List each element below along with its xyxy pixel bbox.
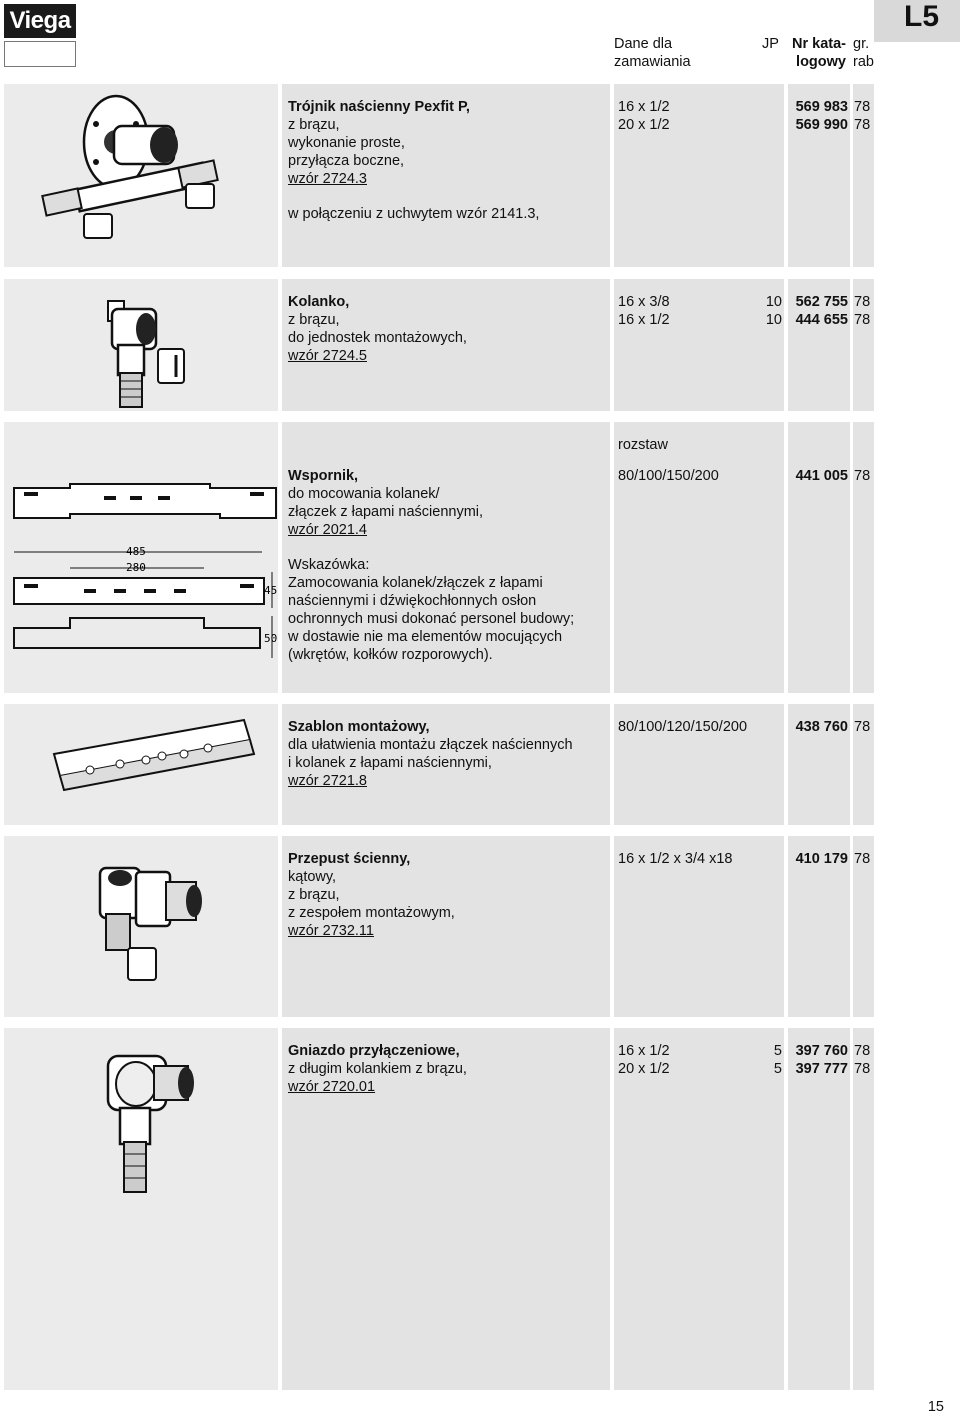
variant-group: 78 [854,468,871,484]
product-title: Wspornik, [288,468,359,484]
variant-jp: 5 [773,1061,782,1077]
product-line: do mocowania kolanek/ [288,486,440,502]
note-line: Zamocowania kolanek/złączek z łapami [288,575,543,591]
group-cell [853,422,874,693]
variant-group: 78 [854,1043,871,1059]
template-drawing [4,704,278,825]
catalog-cell [788,1028,850,1390]
product-model-link[interactable]: wzór 2720.01 [288,1079,376,1095]
product-image-cell [4,704,278,825]
variant-group: 78 [854,117,871,133]
variant-dim: 16 x 3/8 [618,294,670,310]
product-title: Przepust ścienny, [288,851,411,867]
page-number: 15 [927,1399,944,1415]
catalog-cell [788,836,850,1017]
variant-jp: 5 [773,1043,782,1059]
product-image-cell [4,422,278,693]
note-line: Wskazówka: [288,557,370,573]
section-tab [874,0,960,42]
elbow-fitting-drawing [4,279,278,411]
product-line: przyłącza boczne, [288,153,405,169]
product-description-cell [282,836,610,1017]
variant-group: 78 [854,294,871,310]
product-model-link[interactable]: wzór 2021.4 [288,522,367,538]
group-cell [853,279,874,411]
header-group [853,35,874,71]
product-line: do jednostek montażowych, [288,330,467,346]
header-order-dim-line2: zamawiania [614,54,691,70]
variant-dim: 80/100/150/200 [618,468,719,484]
product-row-gniazdo [4,1028,874,1390]
product-line: złączek z łapami naściennymi, [288,504,484,520]
dim-45: 45 [264,584,278,597]
variant-catalog: 441 005 [795,468,848,484]
variant-catalog: 397 777 [795,1061,848,1077]
variant-dim: 20 x 1/2 [618,117,670,133]
variant-catalog: 410 179 [795,851,848,867]
header-group-line2: rab [853,54,874,70]
product-row-trojnik [4,84,874,267]
variant-catalog: 569 990 [795,117,848,133]
product-extra-note: w połączeniu z uchwytem wzór 2141.3, [288,206,540,222]
product-description-cell [282,422,610,693]
variant-group: 78 [854,851,871,867]
viega-logo: Viega [4,4,76,38]
header-catalog-line2: logowy [796,54,846,70]
connection-socket-drawing [4,1028,278,1390]
header-order-dim-line1: Dane dla [614,36,673,52]
product-line: z brązu, [288,312,340,328]
variant-group: 78 [854,99,871,115]
variant-catalog: 569 983 [795,99,848,115]
product-title: Gniazdo przyłączeniowe, [288,1043,460,1059]
variant-dim: 16 x 1/2 [618,1043,670,1059]
product-title: Szablon montażowy, [288,719,430,735]
catalog-cell [788,422,850,693]
catalog-cell [788,704,850,825]
group-cell [853,704,874,825]
group-cell [853,84,874,267]
variant-group: 78 [854,312,871,328]
product-line: z długim kolankiem z brązu, [288,1061,467,1077]
product-title: Kolanko, [288,294,350,310]
variant-catalog: 444 655 [795,312,848,328]
tee-fitting-drawing [4,84,278,267]
wall-passthrough-drawing [4,836,278,1017]
product-title: Trójnik naścienny Pexfit P, [288,99,470,115]
product-row-szablon [4,704,874,825]
product-line: z brązu, [288,887,340,903]
product-description-cell [282,279,610,411]
section-label: L5 [904,0,940,33]
variant-dim: 16 x 1/2 [618,99,670,115]
product-row-kolanko [4,279,874,411]
dim-485: 485 [126,545,146,558]
bracket-drawing [4,422,278,693]
header-group-line1: gr. [853,36,870,52]
product-description-cell [282,704,610,825]
dimension-cell [614,704,784,825]
product-image-cell [4,84,278,267]
variant-group: 78 [854,719,871,735]
note-line: w dostawie nie ma elementów mocujących [288,629,563,645]
product-description-cell [282,84,610,267]
product-line: wykonanie proste, [288,135,405,151]
variant-jp: 10 [765,312,782,328]
product-model-link[interactable]: wzór 2721.8 [288,773,367,789]
catalog-cell [788,279,850,411]
product-row-wspornik [4,422,874,693]
variant-jp: 10 [765,294,782,310]
product-image-cell [4,836,278,1017]
variant-catalog: 438 760 [795,719,848,735]
group-cell [853,836,874,1017]
dimension-cell [614,279,784,411]
variant-catalog: 397 760 [795,1043,848,1059]
header-jp: JP [762,36,779,52]
variant-catalog: 562 755 [795,294,848,310]
dim-280: 280 [126,561,146,574]
product-line: kątowy, [288,869,337,885]
product-model-link[interactable]: wzór 2732.11 [288,923,374,939]
product-image-cell [4,1028,278,1390]
variant-dim: 80/100/120/150/200 [618,719,748,735]
catalog-cell [788,84,850,267]
dim-50: 50 [264,632,278,645]
dimension-cell [614,836,784,1017]
dim-header: rozstaw [618,437,668,453]
variant-dim: 16 x 1/2 [618,312,670,328]
product-line: z brązu, [288,117,340,133]
product-line: dla ułatwienia montażu złączek naściennych [288,737,573,753]
variant-dim: 20 x 1/2 [618,1061,670,1077]
product-model-link[interactable]: wzór 2724.5 [288,348,367,364]
product-line: z zespołem montażowym, [288,905,455,921]
note-line: naściennymi i dźwiękochłonnych osłon [288,593,537,609]
product-model-link[interactable]: wzór 2724.3 [288,171,367,187]
header-catalog [784,35,846,71]
note-line: ochronnych musi dokonać personel budowy; [288,611,575,627]
product-line: i kolanek z łapami naściennymi, [288,755,492,771]
header-catalog-line1: Nr kata- [792,36,846,52]
product-row-przepust [4,836,874,1017]
dimension-cell [614,422,784,693]
variant-dim: 16 x 1/2 x 3/4 x18 [618,851,733,867]
variant-group: 78 [854,1061,871,1077]
product-description-cell [282,1028,610,1390]
dimension-cell [614,1028,784,1390]
dimension-cell [614,84,784,267]
header-order-dim [614,35,691,71]
group-cell [853,1028,874,1390]
note-line: (wkrętów, kołków rozporowych). [288,647,493,663]
logo-frame [4,41,76,67]
product-image-cell [4,279,278,411]
